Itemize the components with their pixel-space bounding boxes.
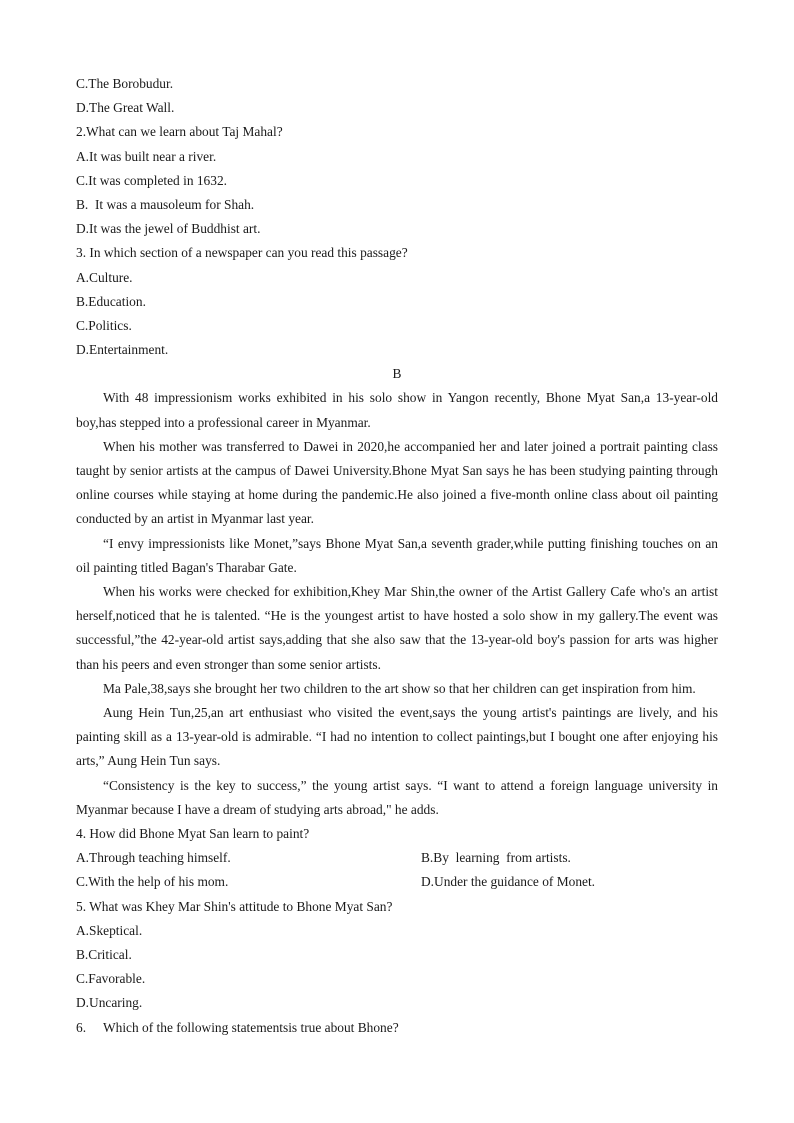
q1-option-c: C.The Borobudur. <box>76 76 174 91</box>
q2-option: C.It was completed in 1632. <box>76 172 227 188</box>
q4-question: 4. How did Bhone Myat San learn to paint? <box>76 826 310 842</box>
passage-paragraph: When his mother was transferred to Dawei in 2020,he accompanied her and later joined a portrait painting class taught by senior artists at the campus of Dawei University.Bhone Myat San says he has been studying painting through online courses while staying at home during the pandemic.He also joined a five-month online class about oil painting conducted by an artist in Myanmar last year. <box>76 438 718 527</box>
passage-paragraph: “I envy impressionists like Monet,”says Bhone Myat San,a seventh grader,while putting finishing touches on an oil painting titled Bagan's Tharabar Gate. <box>76 535 718 575</box>
passage-paragraph: Aung Hein Tun,25,an art enthusiast who visited the event,says the young artist's paintings are lively, and his painting skill as a 13-year-old is admirable. “I had no intention to collect paintings,but I bought one after enjoying his arts,” Aung Hein Tun says. <box>76 705 718 769</box>
q1-option-d: D.The Great Wall. <box>76 100 175 116</box>
exam-page <box>76 72 718 1040</box>
passage-paragraph: Ma Pale,38,says she brought her two children to the art show so that her children can get inspiration from him. <box>103 680 696 696</box>
q4-option-b: B.By learning from artists. <box>421 850 571 866</box>
q2-option: D.It was the jewel of Buddhist art. <box>76 221 261 237</box>
q3-question: 3. In which section of a newspaper can you read this passage? <box>76 245 408 261</box>
q6-number: 6. <box>76 1019 87 1035</box>
passage-paragraph: When his works were checked for exhibition,Khey Mar Shin,the owner of the Artist Gallery Cafe who's an artist herself,noticed that he is talented. “He is the youngest artist to have hosted a solo show in my gallery.The event was successful,”the 42-year-old artist says,adding that she also saw that the 13-year-old boy's passion for arts was higher than his peers and even stronger than some senior artists. <box>76 584 718 672</box>
q2-option: B. It was a mausoleum for Shah. <box>76 196 255 212</box>
q5-question: 5. What was Khey Mar Shin's attitude to Bhone Myat San? <box>76 898 393 914</box>
passage-paragraph: With 48 impressionism works exhibited in his solo show in Yangon recently, Bhone Myat San,a 13-year-old boy,has stepped into a professional career in Myanmar. <box>76 390 718 430</box>
q3-option: C.Politics. <box>76 317 132 333</box>
q4-option-a: A.Through teaching himself. <box>76 850 231 866</box>
section-heading: B <box>392 366 402 382</box>
q4-options-row <box>76 870 718 894</box>
q4-option-d: D.Under the guidance of Monet. <box>421 874 596 890</box>
q3-option: B.Education. <box>76 293 146 309</box>
q5-option: D.Uncaring. <box>76 995 143 1011</box>
q2-option: A.It was built near a river. <box>76 148 217 164</box>
q5-option: A.Skeptical. <box>76 922 143 938</box>
passage-paragraph: “Consistency is the key to success,” the young artist says. “I want to attend a foreign language university in Myanmar because I have a dream of studying arts abroad," he adds. <box>76 777 718 817</box>
q2-question: 2.What can we learn about Taj Mahal? <box>76 124 283 140</box>
q6-question: Which of the following statementsis true about Bhone? <box>103 1019 399 1035</box>
q4-options-row <box>76 846 718 870</box>
q4-option-c: C.With the help of his mom. <box>76 874 229 890</box>
q3-option: D.Entertainment. <box>76 342 169 358</box>
q5-option: C.Favorable. <box>76 971 146 987</box>
q3-option: A.Culture. <box>76 269 133 285</box>
q5-option: B.Critical. <box>76 947 132 963</box>
q6-question-line <box>76 1016 718 1040</box>
